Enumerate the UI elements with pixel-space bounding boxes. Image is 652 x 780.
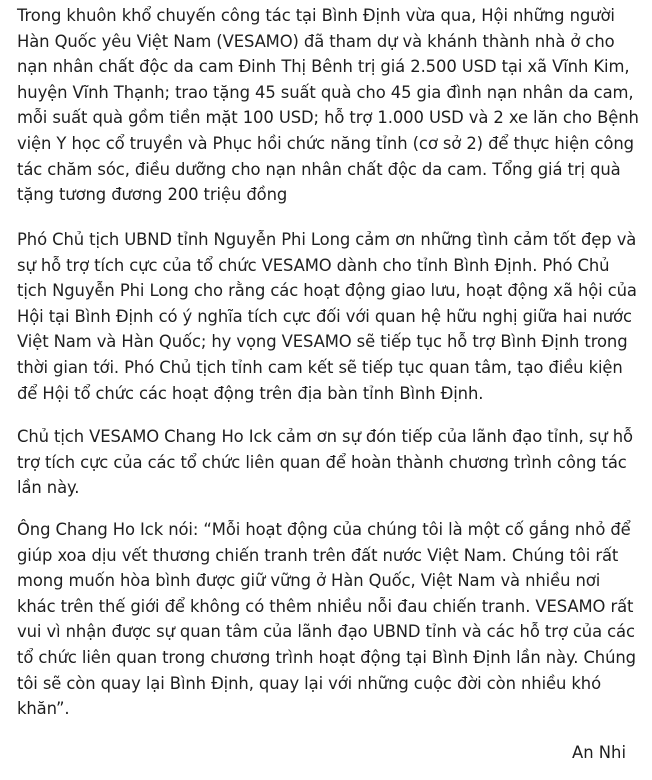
paragraph-2: Phó Chủ tịch UBND tỉnh Nguyễn Phi Long cảm ơn những tình cảm tốt đẹp và sự hỗ trợ tích cực của tổ chức VESAMO dành cho tỉnh Bình Định. Phó Chủ tịch Nguyễn Phi Long cho rằng các hoạt động giao lưu, hoạt động xã hội của Hội tại Bình Định có ý nghĩa tích cực đối với quan hệ hữu nghị giữa hai nước Việt Nam và Hàn Quốc; hy vọng VESAMO sẽ tiếp tục hỗ trợ Bình Định trong thời gian tới. Phó Chủ tịch tỉnh cam kết sẽ tiếp tục quan tâm, tạo điều kiện để Hội tổ chức các hoạt động trên địa bàn tỉnh Bình Định. (17, 230, 637, 403)
author-byline: An Nhi (571, 743, 626, 762)
paragraph-4: Ông Chang Ho Ick nói: “Mỗi hoạt động của chúng tôi là một cố gắng nhỏ để giúp xoa dịu vết thương chiến tranh trên đất nước Việt Nam. Chúng tôi rất mong muốn hòa bình được giữ vững ở Hàn Quốc, Việt Nam và nhiều nơi khác trên thế giới để không có thêm nhiều nỗi đau chiến tranh. VESAMO rất vui vì nhận được sự quan tâm của lãnh đạo UBND tỉnh và các hỗ trợ của các tổ chức liên quan trong chương trình hoạt động tại Bình Định lần này. Chúng tôi sẽ còn quay lại Bình Định, quay lại với những cuộc đời còn nhiều khó khăn”. (17, 520, 636, 719)
paragraph-1: Trong khuôn khổ chuyến công tác tại Bình Định vừa qua, Hội những người Hàn Quốc yêu Việt Nam (VESAMO) đã tham dự và khánh thành nhà ở cho nạn nhân chất độc da cam Đinh Thị Bênh trị giá 2.500 USD tại xã Vĩnh Kim, huyện Vĩnh Thạnh; trao tặng 45 suất quà cho 45 gia đình nạn nhân da cam, mỗi suất quà gồm tiền mặt 100 USD; hỗ trợ 1.000 USD và 2 xe lăn cho Bệnh viện Y học cổ truyền và Phục hồi chức năng tỉnh (cơ sở 2) để thực hiện công tác chăm sóc, điều dưỡng cho nạn nhân chất độc da cam. Tổng giá trị quà tặng tương đương 200 triệu đồng (17, 6, 639, 205)
paragraph-3: Chủ tịch VESAMO Chang Ho Ick cảm ơn sự đón tiếp của lãnh đạo tỉnh, sự hỗ trợ tích cực của các tổ chức liên quan để hoàn thành chương trình công tác lần này. (17, 427, 633, 498)
